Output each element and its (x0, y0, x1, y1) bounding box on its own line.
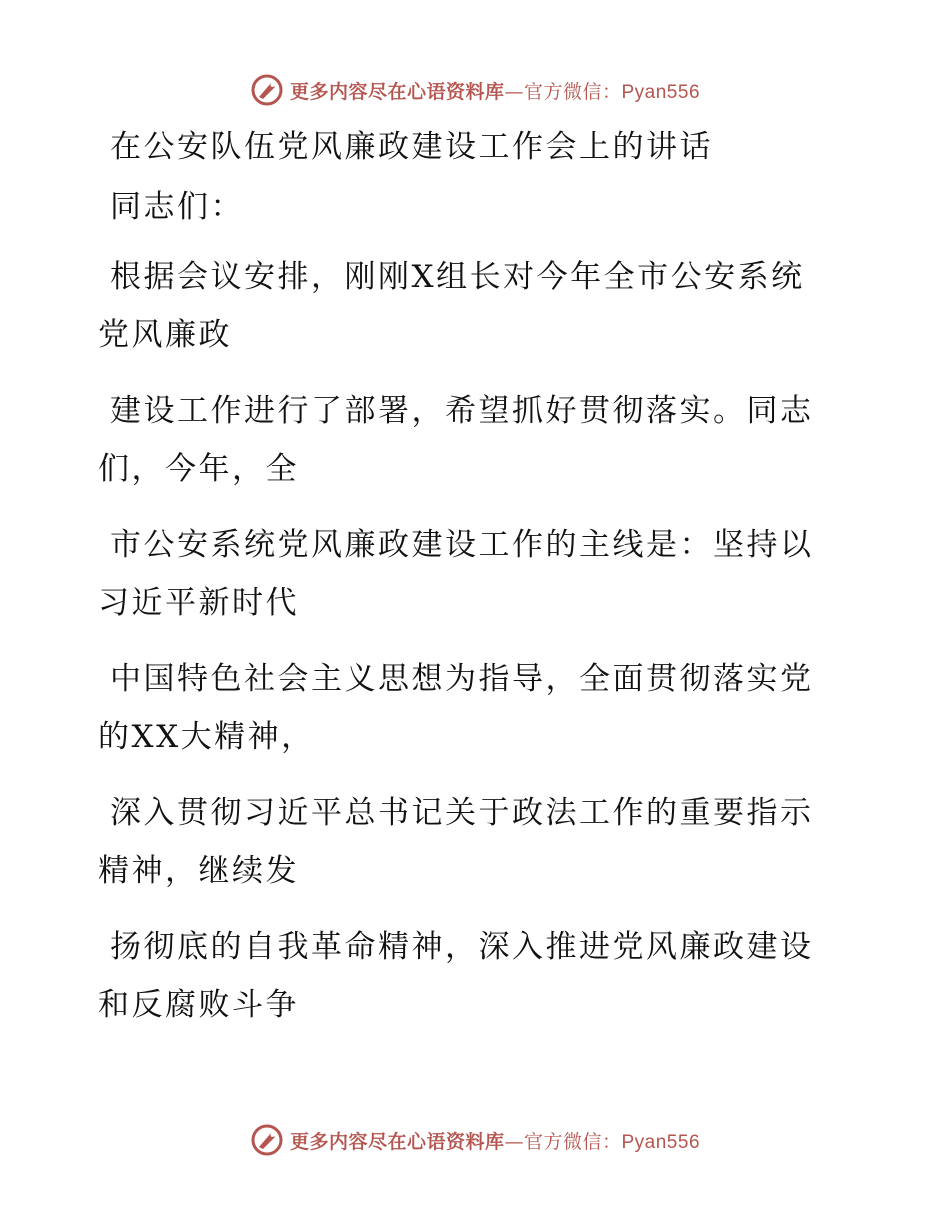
pen-nib-logo-icon (250, 1123, 284, 1157)
paragraph-6 (98, 918, 828, 1034)
watermark-text (290, 1127, 700, 1154)
paragraph-line: 精神，继续发 (98, 853, 299, 889)
paragraph-line: 党风廉政 (98, 317, 232, 353)
paragraph-line: 扬彻底的自我革命精神，深入推进党风廉政建设 (110, 929, 814, 965)
paragraph-line: 习近平新时代 (98, 585, 299, 621)
watermark-separator: —官方微信： (504, 80, 622, 103)
watermark-separator: —官方微信： (504, 1130, 622, 1153)
watermark-content (250, 73, 700, 107)
paragraph-line: 根据会议安排，刚刚X组长对今年全市公安系统 (110, 259, 805, 295)
header-watermark (0, 70, 950, 110)
paragraph-line: 和反腐败斗争 (98, 987, 299, 1023)
watermark-main-text: 更多内容尽在心语资料库 (289, 80, 505, 103)
document-body (98, 118, 828, 1052)
greeting: 同志们： (110, 189, 244, 225)
paragraph-line: 市公安系统党风廉政建设工作的主线是：坚持以 (110, 527, 814, 563)
paragraph-line: 建设工作进行了部署，希望抓好贯彻落实。同志 (110, 393, 814, 429)
paragraph-line: 们，今年，全 (98, 451, 299, 487)
document-title: 在公安队伍党风廉政建设工作会上的讲话 (110, 129, 713, 165)
footer-watermark (0, 1120, 950, 1160)
paragraph-line: 深入贯彻习近平总书记关于政法工作的重要指示 (110, 795, 814, 831)
watermark-wechat-id: Pyan556 (621, 81, 701, 103)
watermark-text (290, 77, 700, 104)
watermark-wechat-id: Pyan556 (621, 1131, 701, 1153)
paragraph-3 (98, 516, 828, 632)
paragraph-1 (98, 248, 828, 364)
paragraph-line: 的XX大精神， (98, 719, 315, 755)
paragraph-4 (98, 650, 828, 766)
paragraph-line: 中国特色社会主义思想为指导，全面贯彻落实党 (110, 661, 814, 697)
paragraph-2 (98, 382, 828, 498)
watermark-main-text: 更多内容尽在心语资料库 (289, 1130, 505, 1153)
paragraph-5 (98, 784, 828, 900)
watermark-content (250, 1123, 700, 1157)
pen-nib-logo-icon (250, 73, 284, 107)
